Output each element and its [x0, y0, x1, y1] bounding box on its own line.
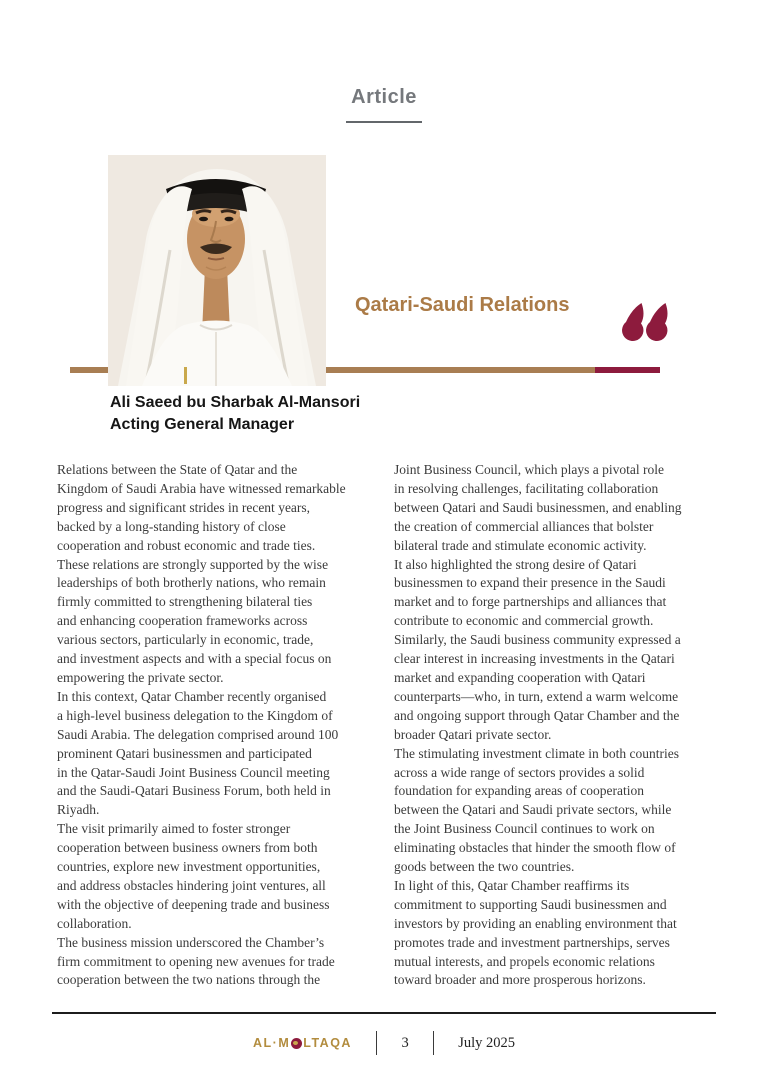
body-text-line: collaboration.	[57, 915, 132, 931]
quote-mark-icon	[622, 303, 668, 343]
body-text-line: countries, explore new investment opportunities,	[57, 859, 321, 875]
body-text-line: across a wide range of sectors provides a solid	[394, 764, 645, 780]
body-text-line: leaderships of both brotherly nations, who remain	[57, 575, 326, 591]
body-text-line: various sectors, particularly in economic, trade,	[57, 632, 314, 648]
body-text-line: Kingdom of Saudi Arabia have witnessed remarkable	[57, 480, 346, 496]
footer-divider	[52, 1012, 716, 1014]
brand-text-prefix: AL·M	[253, 1036, 291, 1050]
body-text-line: prominent Qatari businessmen and participated	[57, 745, 312, 761]
body-text-line: with the objective of deepening trade and business	[57, 896, 330, 912]
brand-text-suffix: LTAQA	[303, 1036, 352, 1050]
footer-separator	[376, 1031, 378, 1055]
body-text-line: The stimulating investment climate in both countries	[394, 745, 679, 761]
body-text-line: mutual interests, and propels economic relations	[394, 953, 655, 969]
title-underline	[346, 121, 422, 123]
page-title: Article	[351, 86, 417, 108]
body-text-line: foundation for expanding areas of cooperation	[394, 783, 645, 799]
page-number: 3	[401, 1034, 409, 1051]
body-text-line: cooperation between business owners from both	[57, 840, 318, 856]
body-text-line: and investment aspects and with a special focus on	[57, 651, 332, 667]
body-text-line: The business mission underscored the Chamber’s	[57, 934, 325, 950]
portrait-illustration	[108, 155, 326, 386]
author-block	[110, 392, 360, 436]
body-text-line: firm commitment to opening new avenues for trade	[57, 953, 335, 969]
body-text-line: between Qatari and Saudi businessmen, and enabling	[394, 499, 682, 515]
author-name: Ali Saeed bu Sharbak Al-Mansori	[110, 394, 361, 411]
footer	[0, 1028, 768, 1058]
author-title: Acting General Manager	[110, 416, 295, 433]
body-text-line: between the Qatari and Saudi private sectors, while	[394, 802, 672, 818]
body-text-line: promotes trade and investment partnerships, serves	[394, 934, 670, 950]
body-text-line: counterparts—who, in turn, extend a warm welcome	[394, 688, 679, 704]
body-text-line: Similarly, the Saudi business community expressed a	[394, 632, 681, 648]
rule-maroon-accent	[595, 367, 660, 373]
body-text-line: investors by providing an enabling environment that	[394, 915, 677, 931]
brand-logo	[253, 1036, 352, 1050]
body-text-line: goods between the two countries.	[394, 859, 575, 875]
body-text-line: the Joint Business Council continues to work on	[394, 821, 655, 837]
body-text-line: empowering the private sector.	[57, 669, 224, 685]
body-text-line: clear interest in increasing investments in the Qatari	[394, 651, 675, 667]
body-text-line: In this context, Qatar Chamber recently organised	[57, 688, 327, 704]
body-column-right	[394, 461, 724, 990]
article-headline: Qatari-Saudi Relations	[355, 294, 570, 316]
body-text-line: backed by a long-standing history of close	[57, 518, 286, 534]
body-text-line: and ongoing support through Qatar Chamber and the	[394, 707, 680, 723]
body-text-line: Riyadh.	[57, 802, 100, 818]
body-text-line: cooperation between the two nations through the	[57, 972, 321, 988]
body-text-line: and address obstacles hindering joint ventures, all	[57, 877, 326, 893]
body-text-line: in the Qatar-Saudi Joint Business Council meeting	[57, 764, 330, 780]
body-text-line: It also highlighted the strong desire of Qatari	[394, 556, 637, 572]
footer-separator	[433, 1031, 435, 1055]
brand-o-icon	[291, 1038, 302, 1049]
body-text-line: bilateral trade and stimulate economic activity.	[394, 537, 647, 553]
body-text-line: toward broader and more prosperous horizons.	[394, 972, 646, 988]
body-text-line: broader Qatari private sector.	[394, 726, 552, 742]
body-text-line: contribute to economic and commercial growth.	[394, 613, 654, 629]
author-portrait-photo	[108, 155, 326, 386]
body-text-line: commitment to supporting Saudi businessmen and	[394, 896, 667, 912]
body-text-line: in resolving challenges, facilitating collaboration	[394, 480, 659, 496]
body-text-line: Relations between the State of Qatar and the	[57, 462, 298, 477]
body-text-line: and enhancing cooperation frameworks across	[57, 613, 308, 629]
body-text-line: market and expanding cooperation with Qatari	[394, 669, 646, 685]
body-text-line: businessmen to expand their presence in the Saudi	[394, 575, 666, 591]
body-text-line: eliminating obstacles that hinder the smooth flow of	[394, 840, 676, 856]
body-text-line: and the Saudi-Qatari Business Forum, both held in	[57, 783, 331, 799]
body-text-line: The visit primarily aimed to foster stronger	[57, 821, 291, 837]
body-text-line: firmly committed to strengthening bilateral ties	[57, 594, 313, 610]
body-text-line: Joint Business Council, which plays a pivotal role	[394, 462, 664, 477]
body-text-line: cooperation and robust economic and trade ties.	[57, 537, 316, 553]
issue-date: July 2025	[458, 1034, 515, 1051]
body-text-line: In light of this, Qatar Chamber reaffirms its	[394, 877, 630, 893]
body-column-left	[57, 461, 387, 990]
body-text-line: market and to forge partnerships and alliances that	[394, 594, 667, 610]
body-text-line: the creation of commercial alliances that bolster	[394, 518, 654, 534]
body-text-line: These relations are strongly supported by the wise	[57, 556, 329, 572]
body-text-line: Saudi Arabia. The delegation comprised around 100	[57, 726, 339, 742]
body-text-line: a high-level business delegation to the Kingdom of	[57, 707, 333, 723]
body-text-line: progress and significant strides in recent years,	[57, 499, 311, 515]
